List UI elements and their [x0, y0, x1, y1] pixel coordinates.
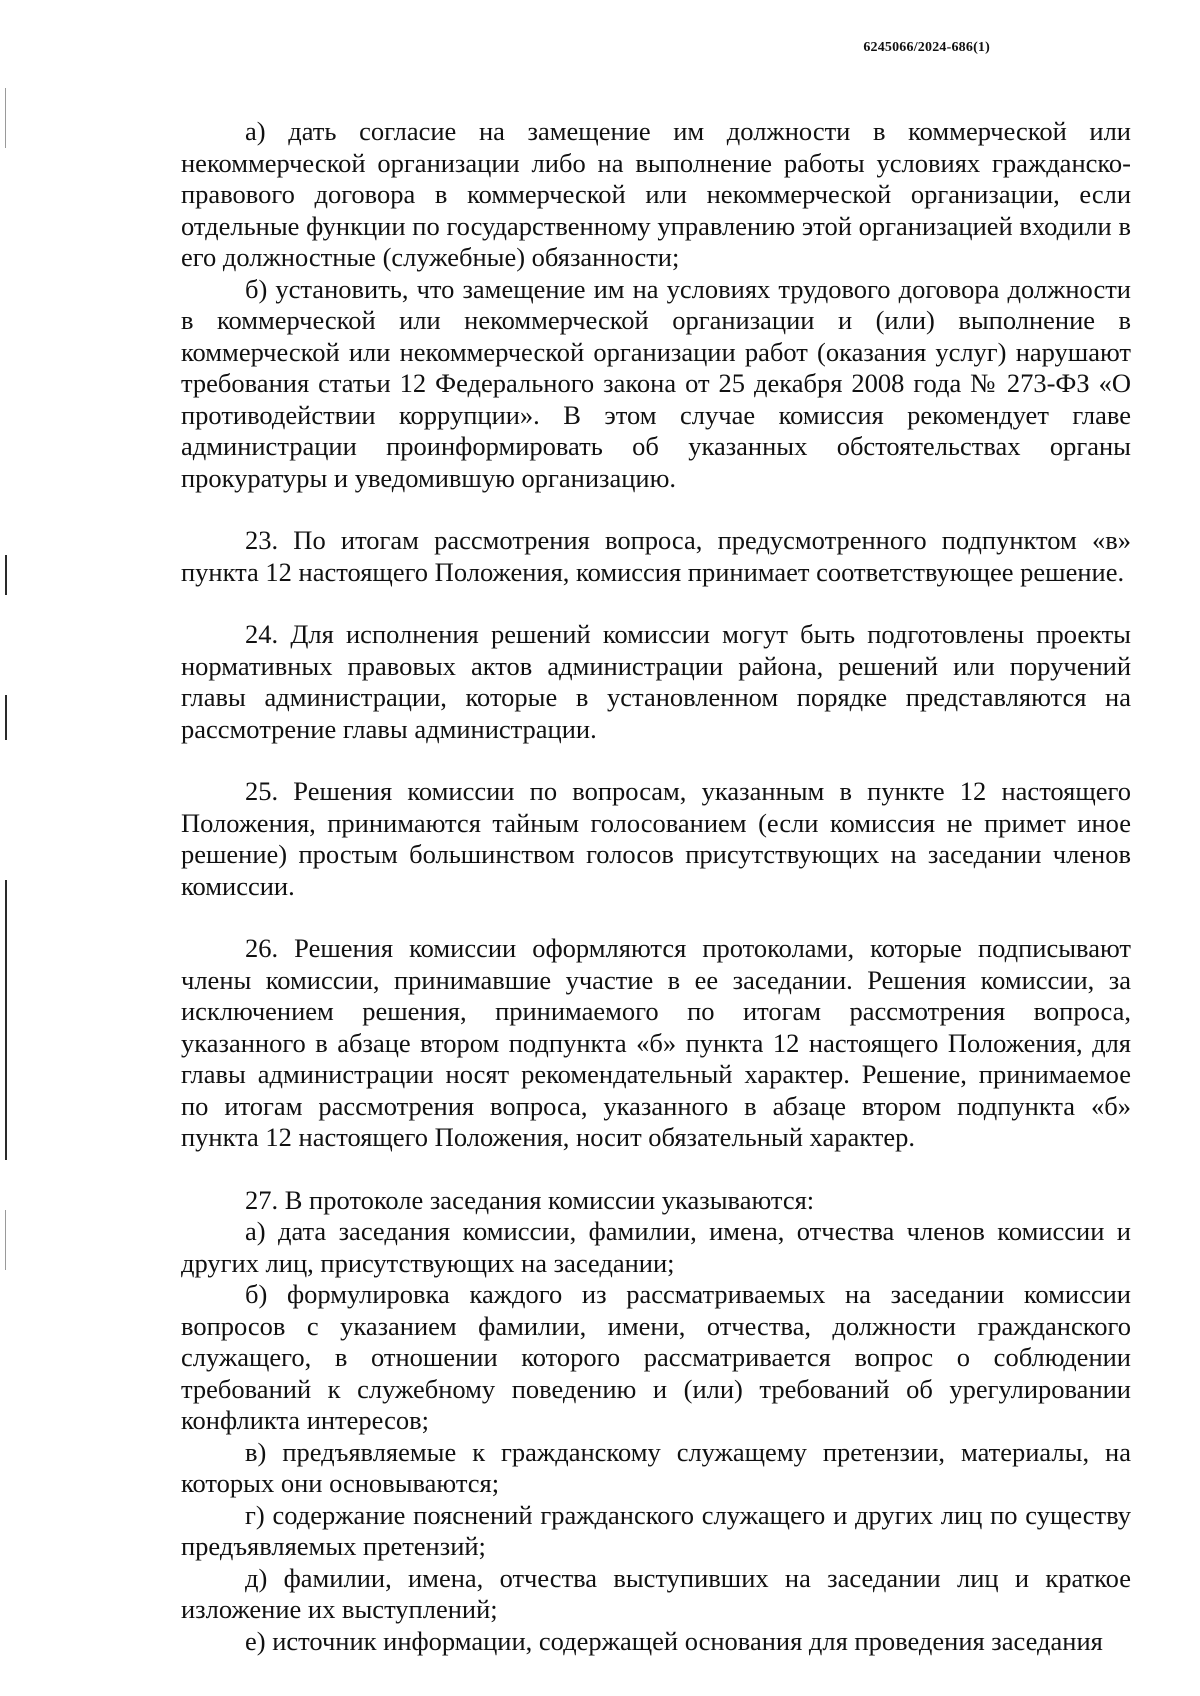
- paragraph-27-b: б) формулировка каждого из рассматриваемых на заседании комиссии вопросов с указанием фамилии, имени, отчества, должности гражданского служащего, в отношении которого рассматривается вопрос о соблюдении требований к служебному поведению и (или) требований об урегулировании конфликта интересов;: [181, 1279, 1131, 1435]
- paragraph-27: 27. В протоколе заседания комиссии указываются:: [245, 1184, 815, 1215]
- paragraph-27-g: г) содержание пояснений гражданского служащего и других лиц по существу предъявляемых претензий;: [181, 1499, 1131, 1561]
- scan-margin-mark: [5, 880, 7, 1160]
- scan-margin-mark: [5, 695, 7, 740]
- paragraph-23: 23. По итогам рассмотрения вопроса, предусмотренного подпунктом «в» пункта 12 настоящего Положения, комиссия принимает соответствующее решение.: [181, 525, 1131, 587]
- paragraph-26: 26. Решения комиссии оформляются протоколами, которые подписывают члены комиссии, принимавшие участие в ее заседании. Решения комиссии, за исключением решения, принимаемого по итогам рассмотрения вопроса, указанного в абзаце втором подпункта «б» пункта 12 настоящего Положения, для главы администрации носят рекомендательный характер. Решение, принимаемое по итогам рассмотрения вопроса, указанного в абзаце втором подпункта «б» пункта 12 настоящего Положения, носит обязательный характер.: [181, 933, 1131, 1152]
- scan-margin-mark: [5, 88, 6, 148]
- document-body: [181, 116, 1131, 1657]
- paragraph-27-v: в) предъявляемые к гражданскому служащему претензии, материалы, на которых они основываются;: [181, 1436, 1131, 1498]
- paragraph-27-e: е) источник информации, содержащей основания для проведения заседания: [245, 1625, 1103, 1656]
- scan-margin-mark: [5, 1210, 6, 1270]
- paragraph-22-a: а) дать согласие на замещение им должности в коммерческой или некоммерческой организации либо на выполнение работы условиях гражданско-правового договора в коммерческой или некоммерческой организации, если отдельные функции по государственному управлению этой организацией входили в его должностные (служебные) обязанности;: [181, 116, 1131, 272]
- paragraph-25: 25. Решения комиссии по вопросам, указанным в пункте 12 настоящего Положения, принимаются тайным голосованием (если комиссия не примет иное решение) простым большинством голосов присутствующих на заседании членов комиссии.: [181, 776, 1131, 901]
- paragraph-22-b: б) установить, что замещение им на условиях трудового договора должности в коммерческой или некоммерческой организации и (или) выполнение в коммерческой или некоммерческой организации работ (оказания услуг) нарушают требования статьи 12 Федерального закона от 25 декабря 2008 года № 273-ФЗ «О противодействии коррупции». В этом случае комиссия рекомендует главе администрации проинформировать об указанных обстоятельствах органы прокуратуры и уведомившую организацию.: [181, 273, 1131, 493]
- document-id: 6245066/2024-686(1): [863, 40, 990, 55]
- scan-margin-mark: [5, 555, 7, 595]
- paragraph-27-d: д) фамилии, имена, отчества выступивших на заседании лиц и краткое изложение их выступлений;: [181, 1562, 1131, 1624]
- paragraph-24: 24. Для исполнения решений комиссии могут быть подготовлены проекты нормативных правовых актов администрации района, решений или поручений главы администрации, которые в установленном порядке представляются на рассмотрение главы администрации.: [181, 619, 1131, 744]
- paragraph-27-a: а) дата заседания комиссии, фамилии, имена, отчества членов комиссии и других лиц, присутствующих на заседании;: [181, 1216, 1131, 1278]
